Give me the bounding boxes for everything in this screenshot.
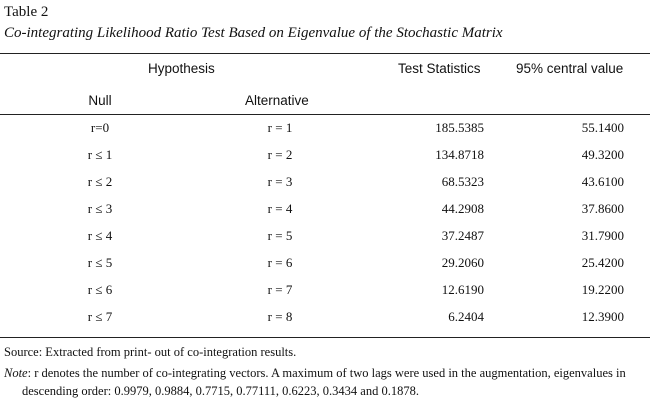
header-alternative: Alternative — [245, 93, 309, 108]
cell-null: r ≤ 3 — [87, 201, 113, 216]
cell-alternative: r = 1 — [267, 120, 293, 135]
cell-null: r ≤ 5 — [87, 255, 113, 270]
note-text: : r denotes the number of co-integrating vectors. A maximum of two lags were used in the augmentation, eigenvalues in — [27, 366, 626, 380]
top-rule — [0, 53, 650, 54]
cell-test-statistic: 68.5323 — [441, 174, 484, 189]
table-title: Co-integrating Likelihood Ratio Test Based on Eigenvalue of the Stochastic Matrix — [4, 25, 503, 41]
cell-central-value: 19.2200 — [581, 282, 624, 297]
cell-null: r=0 — [90, 120, 110, 135]
header-central-value: 95% central value — [516, 61, 624, 76]
cell-alternative: r = 6 — [267, 255, 293, 270]
header-null: Null — [88, 93, 112, 108]
cell-null: r ≤ 2 — [87, 174, 113, 189]
cell-test-statistic: 29.2060 — [441, 255, 484, 270]
cell-alternative: r = 3 — [267, 174, 293, 189]
cell-central-value: 31.7900 — [581, 228, 624, 243]
cell-test-statistic: 37.2487 — [441, 228, 484, 243]
cell-test-statistic: 6.2404 — [448, 309, 484, 324]
bottom-rule — [0, 337, 650, 338]
cell-null: r ≤ 7 — [87, 309, 113, 324]
cell-test-statistic: 44.2908 — [441, 201, 484, 216]
cell-alternative: r = 2 — [267, 147, 293, 162]
cell-central-value: 49.3200 — [581, 147, 624, 162]
table-label: Table 2 — [4, 4, 49, 20]
cell-central-value: 12.3900 — [581, 309, 624, 324]
cell-central-value: 43.6100 — [581, 174, 624, 189]
cell-null: r ≤ 1 — [87, 147, 113, 162]
note-line-2: descending order: 0.9979, 0.9884, 0.7715, 0.77111, 0.6223, 0.3434 and 0.1878. — [22, 384, 419, 398]
note-lead: Note — [4, 366, 28, 380]
cell-alternative: r = 8 — [267, 309, 293, 324]
header-hypothesis: Hypothesis — [148, 61, 215, 76]
cell-test-statistic: 185.5385 — [435, 120, 484, 135]
cell-null: r ≤ 6 — [87, 282, 113, 297]
cell-central-value: 37.8600 — [581, 201, 624, 216]
cell-central-value: 55.1400 — [581, 120, 624, 135]
cell-test-statistic: 12.6190 — [441, 282, 484, 297]
cell-alternative: r = 7 — [267, 282, 293, 297]
cell-alternative: r = 5 — [267, 228, 293, 243]
source-note: Source: Extracted from print- out of co-integration results. — [4, 345, 297, 359]
cell-null: r ≤ 4 — [87, 228, 113, 243]
cell-test-statistic: 134.8718 — [435, 147, 484, 162]
cell-central-value: 25.4200 — [581, 255, 624, 270]
header-test-statistics: Test Statistics — [398, 61, 481, 76]
note-line-1 — [4, 365, 626, 381]
cell-alternative: r = 4 — [267, 201, 293, 216]
header-rule — [0, 114, 650, 115]
